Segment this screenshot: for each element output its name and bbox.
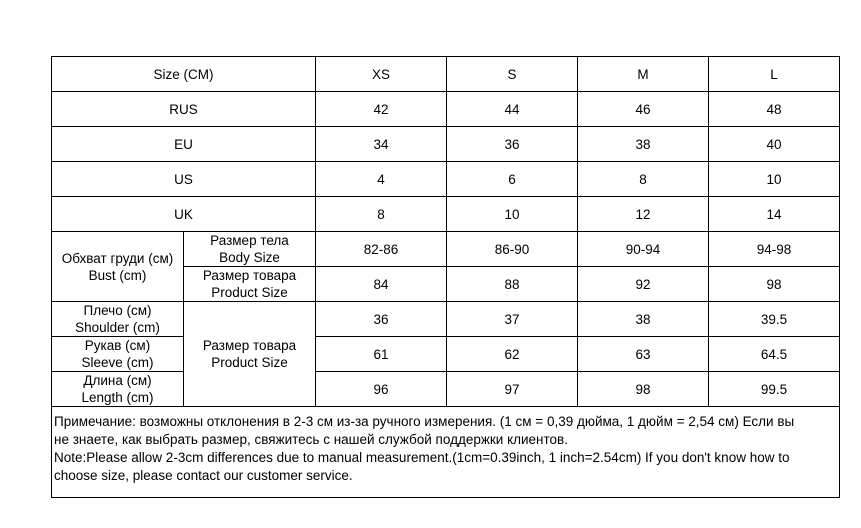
table-cell: 99.5 xyxy=(709,372,840,407)
table-cell: 98 xyxy=(578,372,709,407)
table-cell: 90-94 xyxy=(578,232,709,267)
table-cell: 38 xyxy=(578,302,709,337)
note-ru-line-1: Примечание: возможны отклонения в 2-3 см из-за ручного измерения. (1 см = 0,39 дюйма, 1 дюйм = 2,54 см) Если вы xyxy=(54,414,795,429)
header-row xyxy=(52,57,840,92)
size-cm-header: Size (CM) xyxy=(52,57,316,92)
row-label-uk: UK xyxy=(52,197,316,232)
sleeve-label-ru: Рукав (см) xyxy=(84,338,151,353)
product-size-group-label-ru: Размер товара xyxy=(202,338,297,353)
table-cell: 10 xyxy=(447,197,578,232)
note-en-line-1: Note:Please allow 2-3cm differences due to manual measurement.(1cm=0.39inch, 1 inch=2.54cm) If you don't know how to xyxy=(54,450,790,465)
table-row-uk xyxy=(52,197,840,232)
table-cell: 8 xyxy=(316,197,447,232)
table-cell: 98 xyxy=(709,267,840,302)
table-cell: 62 xyxy=(447,337,578,372)
table-row-us xyxy=(52,162,840,197)
table-cell: 4 xyxy=(316,162,447,197)
row-label-us: US xyxy=(52,162,316,197)
table-cell: 38 xyxy=(578,127,709,162)
product-size-label xyxy=(184,267,316,302)
length-label-ru: Длина (см) xyxy=(83,373,152,388)
product-size-group-label xyxy=(184,302,316,407)
product-size-label-ru: Размер товара xyxy=(202,268,297,283)
table-row-length xyxy=(52,372,840,407)
table-cell: 14 xyxy=(709,197,840,232)
table-cell: 61 xyxy=(316,337,447,372)
table-cell: 37 xyxy=(447,302,578,337)
table-cell: 44 xyxy=(447,92,578,127)
bust-label-en: Bust (cm) xyxy=(88,267,147,283)
table-cell: 94-98 xyxy=(709,232,840,267)
product-size-group-label-en: Product Size xyxy=(211,355,288,370)
size-m-header: M xyxy=(578,57,709,92)
table-row-bust-body xyxy=(52,232,840,267)
measurement-note xyxy=(52,407,840,498)
table-cell: 86-90 xyxy=(447,232,578,267)
table-row-sleeve xyxy=(52,337,840,372)
bust-label xyxy=(52,232,184,302)
body-size-label xyxy=(184,232,316,267)
table-row-rus xyxy=(52,92,840,127)
table-cell: 8 xyxy=(578,162,709,197)
shoulder-label-ru: Плечо (см) xyxy=(83,303,152,318)
table-row-eu xyxy=(52,127,840,162)
table-row-shoulder xyxy=(52,302,840,337)
sleeve-label xyxy=(52,337,184,372)
table-cell: 96 xyxy=(316,372,447,407)
table-cell: 12 xyxy=(578,197,709,232)
table-cell: 34 xyxy=(316,127,447,162)
table-cell: 46 xyxy=(578,92,709,127)
table-cell: 64.5 xyxy=(709,337,840,372)
body-size-label-ru: Размер тела xyxy=(210,233,289,248)
length-label-en: Length (cm) xyxy=(81,390,154,405)
size-s-header: S xyxy=(447,57,578,92)
table-cell: 36 xyxy=(316,302,447,337)
table-cell: 84 xyxy=(316,267,447,302)
row-label-rus: RUS xyxy=(52,92,316,127)
note-en-line-2: choose size, please contact our customer service. xyxy=(54,468,353,483)
table-cell: 40 xyxy=(709,127,840,162)
table-cell: 63 xyxy=(578,337,709,372)
size-chart-table xyxy=(51,56,840,498)
size-l-header: L xyxy=(709,57,840,92)
table-cell: 39.5 xyxy=(709,302,840,337)
table-cell: 48 xyxy=(709,92,840,127)
shoulder-label-en: Shoulder (cm) xyxy=(75,320,160,335)
note-ru-line-2: не знаете, как выбрать размер, свяжитесь с нашей службой поддержки клиентов. xyxy=(54,432,568,447)
length-label xyxy=(52,372,184,407)
table-cell: 82-86 xyxy=(316,232,447,267)
sleeve-label-en: Sleeve (cm) xyxy=(81,355,154,370)
row-label-eu: EU xyxy=(52,127,316,162)
body-size-label-en: Body Size xyxy=(219,250,280,265)
bust-label-ru: Обхват груди (см) xyxy=(61,250,174,266)
table-cell: 36 xyxy=(447,127,578,162)
table-row-note xyxy=(52,407,840,498)
table-cell: 88 xyxy=(447,267,578,302)
table-cell: 10 xyxy=(709,162,840,197)
table-cell: 42 xyxy=(316,92,447,127)
table-cell: 97 xyxy=(447,372,578,407)
shoulder-label xyxy=(52,302,184,337)
table-cell: 92 xyxy=(578,267,709,302)
table-cell: 6 xyxy=(447,162,578,197)
product-size-label-en: Product Size xyxy=(211,285,288,300)
size-xs-header: XS xyxy=(316,57,447,92)
